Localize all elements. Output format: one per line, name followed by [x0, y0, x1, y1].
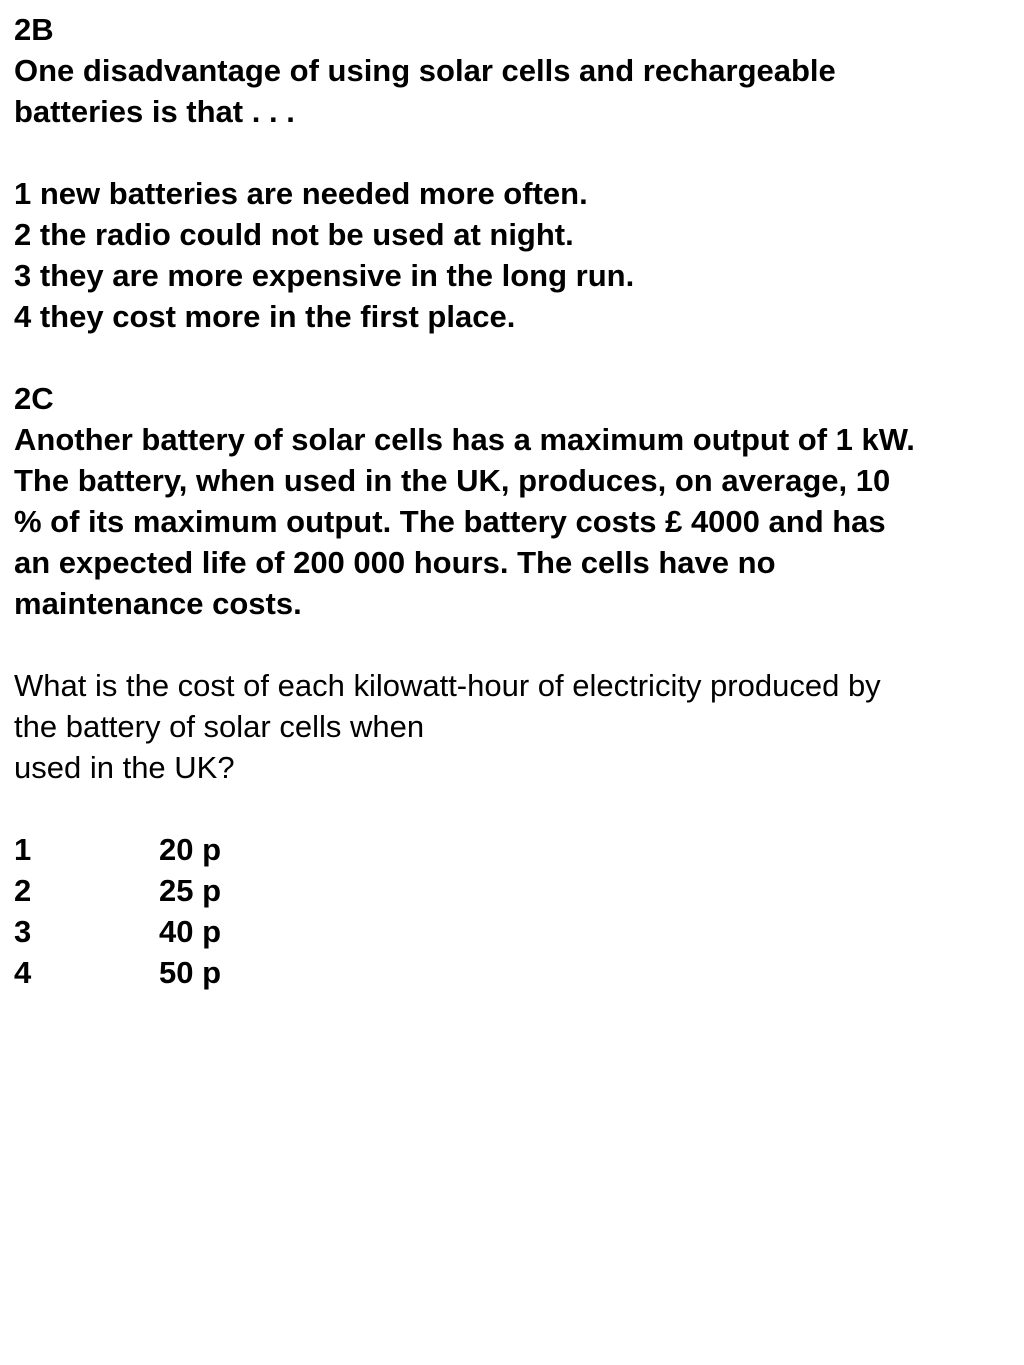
section-2c-stem-line: maintenance costs.	[14, 586, 302, 621]
section-2c-stem-line: % of its maximum output. The battery costs £ 4000 and has	[14, 504, 886, 539]
section-2c-option-3	[14, 911, 1014, 952]
option-number: 2	[14, 873, 32, 908]
section-2c-option-1	[14, 829, 1014, 870]
option-number: 3	[14, 914, 32, 949]
option-value: 25 p	[159, 873, 222, 908]
section-2b-question-line: One disadvantage of using solar cells and rechargeable	[14, 53, 836, 88]
option-value: 50 p	[159, 955, 222, 990]
option-number: 1	[14, 832, 32, 867]
section-2c-question-line: What is the cost of each kilowatt-hour of electricity produced by	[14, 668, 881, 703]
section-2b-option-4: 4 they cost more in the first place.	[14, 299, 516, 334]
spacer	[14, 624, 1014, 665]
section-2c-question-line: used in the UK?	[14, 750, 235, 785]
section-2b-question-line: batteries is that . . .	[14, 94, 295, 129]
section-2c-option-2	[14, 870, 1014, 911]
option-value: 20 p	[159, 832, 222, 867]
option-value: 40 p	[159, 914, 222, 949]
option-number: 4	[14, 955, 32, 990]
section-2c-question-line: the battery of solar cells when	[14, 709, 425, 744]
section-2b-option-3: 3 they are more expensive in the long run.	[14, 258, 635, 293]
spacer	[14, 132, 1014, 173]
section-2c-stem-line: an expected life of 200 000 hours. The cells have no	[14, 545, 776, 580]
spacer	[14, 788, 1014, 829]
section-2c-stem-line: The battery, when used in the UK, produces, on average, 10	[14, 463, 891, 498]
section-2c-stem-line: Another battery of solar cells has a maximum output of 1 kW.	[14, 422, 915, 457]
section-2b-option-1: 1 new batteries are needed more often.	[14, 176, 588, 211]
section-2b-heading: 2B	[14, 12, 54, 47]
spacer	[14, 337, 1014, 378]
section-2c-option-4	[14, 952, 1014, 993]
section-2c-heading: 2C	[14, 381, 54, 416]
document-page	[14, 9, 1014, 993]
section-2b-option-2: 2 the radio could not be used at night.	[14, 217, 574, 252]
